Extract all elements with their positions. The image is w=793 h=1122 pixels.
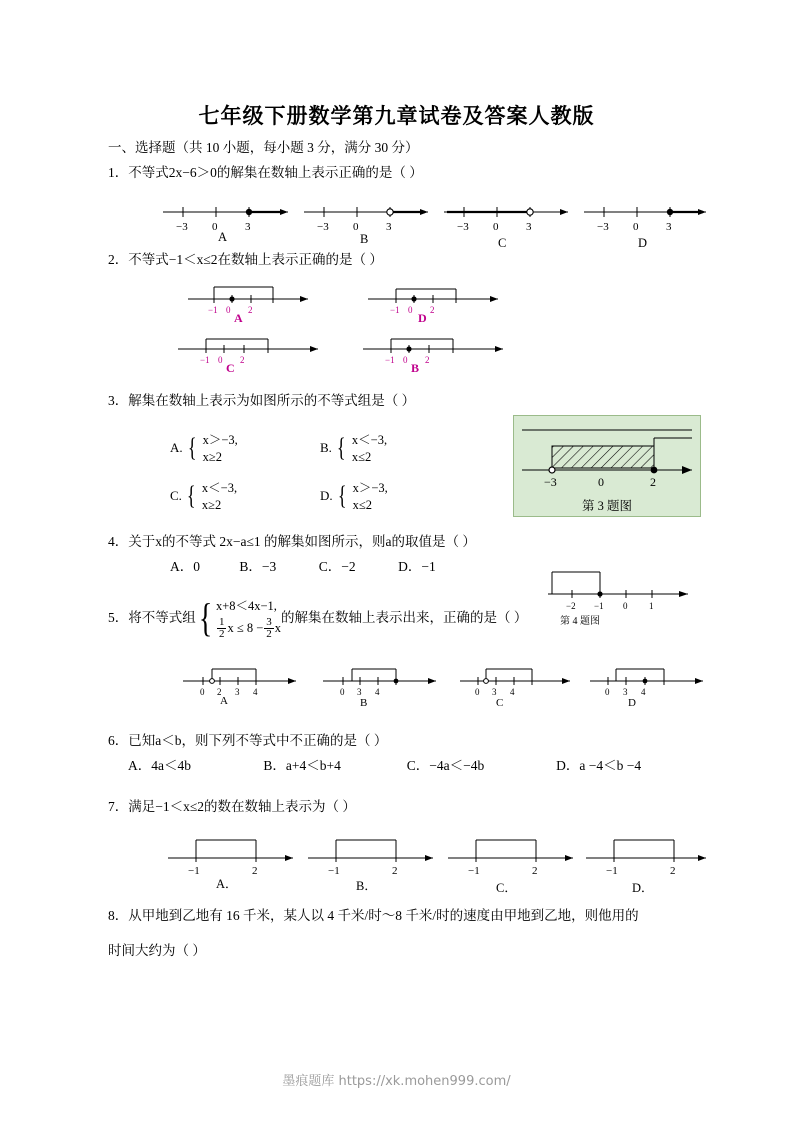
- q3-choice-b-line1: x＜−3,: [351, 432, 388, 447]
- question-3-body: 解集在数轴上表示为如图所示的不等式组是（ ）: [128, 392, 416, 408]
- q6-option-c: C．−4a＜−4b: [406, 757, 485, 773]
- svg-text:0: 0: [212, 220, 218, 233]
- q5-sys-line1: x+8＜4x−1,: [215, 598, 277, 613]
- q7-option-a-label: A．: [216, 876, 238, 891]
- q1-option-b-label: B: [360, 231, 369, 246]
- svg-text:2: 2: [650, 475, 656, 489]
- svg-text:−1: −1: [390, 304, 400, 315]
- question-8-body-1: 从甲地到乙地有 16 千米，某人以 4 千米/时～8 千米/时的速度由甲地到乙地，则他用的: [128, 907, 639, 923]
- svg-text:−2: −2: [566, 601, 576, 611]
- q7-option-b-label: B．: [356, 878, 377, 893]
- q1-number-lines: [108, 190, 708, 242]
- question-2-body: 不等式−1＜x≤2在数轴上表示正确的是（ ）: [128, 251, 383, 267]
- svg-text:−3: −3: [176, 220, 188, 233]
- q1-option-d-label: D: [638, 235, 648, 250]
- q3-choice-a-label: A.: [170, 439, 183, 455]
- question-6-number: 6．: [108, 732, 129, 748]
- q3-choice-d-line2: x≤2: [352, 497, 372, 512]
- svg-text:0: 0: [200, 686, 205, 697]
- question-4-text: [108, 532, 708, 553]
- q2-number-lines: [108, 277, 708, 379]
- brace-icon: {: [198, 595, 213, 641]
- question-3-figure: [513, 415, 701, 517]
- q7-number-lines: [108, 826, 708, 886]
- q3-choice-d-label: D.: [320, 487, 333, 503]
- fraction-three-halves: $\frac{3}{2}$: [266, 615, 272, 641]
- fraction-one-half: $\frac{1}{2}$: [218, 615, 225, 641]
- svg-text:−1: −1: [200, 354, 210, 365]
- question-7-number: 7．: [108, 798, 129, 814]
- svg-text:−1: −1: [468, 864, 480, 877]
- svg-text:2: 2: [217, 686, 222, 697]
- svg-text:−1: −1: [328, 864, 340, 877]
- question-2-number: 2．: [108, 251, 129, 267]
- brace-icon: {: [337, 481, 347, 511]
- q2-option-a-label: A: [234, 310, 243, 325]
- q3-choice-d: [320, 480, 388, 514]
- question-4-figure: [538, 560, 698, 626]
- question-5-options: [108, 655, 708, 713]
- page-content: [108, 138, 708, 965]
- q5-option-d-label: D: [628, 696, 636, 709]
- q4-option-a: A．0: [170, 558, 200, 574]
- svg-text:0: 0: [403, 354, 408, 365]
- q3-choice-b: [320, 432, 387, 466]
- svg-text:3: 3: [386, 220, 392, 233]
- question-2-options: [108, 277, 708, 379]
- q5-number-lines: [108, 655, 708, 713]
- question-8-text-line1: [108, 906, 708, 927]
- svg-text:3: 3: [245, 220, 251, 233]
- svg-text:2: 2: [532, 864, 538, 877]
- svg-text:3: 3: [623, 686, 628, 697]
- question-2-text: [108, 250, 708, 271]
- page-title: 七年级下册数学第九章试卷及答案人教版: [198, 104, 595, 128]
- svg-text:0: 0: [408, 304, 413, 315]
- q6-option-d: D．a −4＜b −4: [556, 757, 642, 773]
- svg-text:2: 2: [392, 864, 398, 877]
- q3-choice-a-line1: x＞−3,: [202, 432, 238, 447]
- svg-text:−3: −3: [457, 220, 469, 233]
- svg-text:0: 0: [493, 220, 499, 233]
- svg-text:0: 0: [633, 220, 639, 233]
- q2-option-b-label: B: [411, 360, 420, 375]
- q4-figure-caption: 第 4 题图: [560, 616, 600, 627]
- svg-text:−1: −1: [188, 864, 200, 877]
- q3-figure-caption: 第 3 题图: [581, 499, 632, 513]
- brace-icon: {: [187, 433, 197, 463]
- q3-choice-c-line2: x≥2: [201, 497, 222, 512]
- q5-after: 的解集在数轴上表示出来，正确的是（ ）: [281, 609, 528, 625]
- svg-text:−3: −3: [597, 220, 609, 233]
- question-5-number: 5．: [108, 609, 129, 625]
- q6-option-b: B．a+4＜b+4: [263, 757, 341, 773]
- q5-sys-line2: [216, 617, 281, 641]
- question-8-number: 8．: [108, 907, 129, 923]
- question-8-text-line2: [108, 941, 708, 962]
- question-6-options: [128, 756, 708, 777]
- question-1-text: [108, 163, 708, 184]
- svg-text:0: 0: [353, 220, 359, 233]
- question-7-body: 满足−1＜x≤2的数在数轴上表示为（ ）: [128, 798, 356, 814]
- question-3-text: [108, 391, 708, 412]
- q3-choice-b-line2: x≤2: [351, 449, 372, 464]
- svg-text:2: 2: [252, 864, 258, 877]
- question-4-number: 4．: [108, 533, 129, 549]
- question-5-before: 将不等式组: [128, 609, 196, 625]
- question-1-body: 不等式2x−6＞0的解集在数轴上表示正确的是（ ）: [128, 164, 423, 180]
- q2-option-d-label: D: [418, 310, 427, 325]
- q5-sys-mid: x ≤ 8 −: [227, 620, 264, 635]
- question-4-body: 关于x的不等式 2x−a≤1 的解集如图所示，则a的取值是（ ）: [128, 533, 476, 549]
- question-7-text: [108, 797, 708, 818]
- svg-text:0: 0: [605, 686, 610, 697]
- question-8-body-2: 时间大约为（ ）: [108, 942, 206, 958]
- svg-text:4: 4: [253, 686, 258, 697]
- svg-text:−1: −1: [606, 864, 618, 877]
- svg-text:2: 2: [430, 304, 435, 315]
- svg-text:0: 0: [623, 601, 628, 611]
- svg-text:0: 0: [475, 686, 480, 697]
- question-1-options: [108, 190, 708, 250]
- question-6-body: 已知a＜b，则下列不等式中不正确的是（ ）: [128, 732, 388, 748]
- question-3-number: 3．: [108, 392, 129, 408]
- svg-text:3: 3: [666, 220, 672, 233]
- q6-option-a: A．4a＜4b: [128, 757, 191, 773]
- svg-text:−1: −1: [208, 304, 218, 315]
- q5-option-b-label: B: [360, 696, 368, 709]
- q3-choice-a-line2: x≥2: [202, 449, 222, 464]
- q1-option-c-label: C: [498, 235, 507, 250]
- q7-option-c-label: C．: [496, 880, 517, 895]
- q2-option-c-label: C: [226, 360, 235, 375]
- svg-text:3: 3: [235, 686, 240, 697]
- svg-text:0: 0: [598, 475, 604, 489]
- svg-text:4: 4: [510, 686, 515, 697]
- question-7-options: [108, 826, 708, 895]
- q4-option-d: D．−1: [398, 558, 436, 574]
- q5-sys-tail: x: [274, 620, 281, 635]
- question-1-number: 1．: [108, 164, 129, 180]
- svg-text:4: 4: [375, 686, 380, 697]
- svg-text:−3: −3: [317, 220, 329, 233]
- q3-choice-d-line1: x＞−3,: [352, 480, 388, 495]
- svg-text:3: 3: [492, 686, 497, 697]
- q7-option-d-label: D．: [632, 880, 654, 895]
- q3-choice-c: [170, 480, 237, 514]
- svg-text:0: 0: [226, 304, 231, 315]
- q5-option-a-label: A: [220, 694, 228, 707]
- svg-text:2: 2: [670, 864, 676, 877]
- q4-option-c: C．−2: [318, 558, 356, 574]
- svg-text:2: 2: [240, 354, 245, 365]
- watermark: 墨痕题库 https://xk.mohen999.com/: [282, 1074, 511, 1089]
- q3-choice-a: [170, 432, 238, 466]
- q3-choice-c-line1: x＜−3,: [201, 480, 238, 495]
- svg-text:0: 0: [218, 354, 223, 365]
- svg-text:−1: −1: [385, 354, 395, 365]
- q5-option-c-label: C: [496, 696, 504, 709]
- svg-text:−1: −1: [594, 601, 604, 611]
- svg-text:2: 2: [248, 304, 253, 315]
- section-heading: 一、选择题（共 10 小题，每小题 3 分，满分 30 分）: [108, 140, 419, 155]
- svg-text:0: 0: [340, 686, 345, 697]
- svg-text:3: 3: [357, 686, 362, 697]
- svg-text:−3: −3: [544, 475, 557, 489]
- question-6-text: [108, 731, 708, 752]
- svg-text:4: 4: [641, 686, 646, 697]
- q3-choice-c-label: C.: [170, 487, 182, 503]
- q3-choice-b-label: B.: [320, 439, 332, 455]
- q1-option-a-label: A: [218, 229, 228, 244]
- q4-option-b: B．−3: [239, 558, 277, 574]
- brace-icon: {: [337, 433, 346, 463]
- svg-text:3: 3: [526, 220, 532, 233]
- brace-icon: {: [187, 481, 196, 511]
- svg-text:2: 2: [425, 354, 430, 365]
- svg-text:1: 1: [649, 601, 654, 611]
